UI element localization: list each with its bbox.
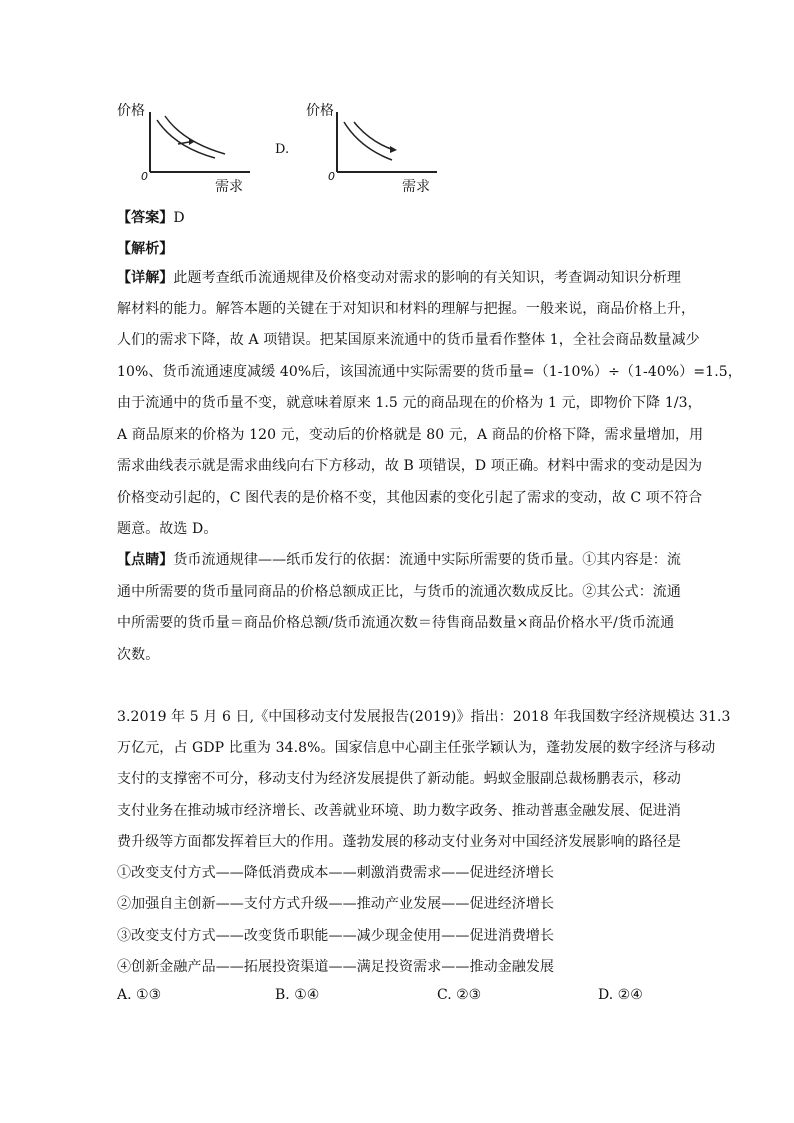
option-a: A. ①③ [117,987,162,1003]
graph-right-curve-1 [344,122,392,160]
question3-item: ①改变支付方式——降低消费成本——刺激消费需求——促进经济增长 [117,865,555,881]
graph-right-plot [332,112,472,212]
analysis-tag: 【解析】 [117,241,174,257]
answer-tag: 【答案】 [117,210,174,226]
detail-line: 人们的需求下降，故 A 项错误。把某国原来流通中的货币量看作整体 1，全社会商品数量减少 [117,332,700,348]
detail-line: A 商品原来的价格为 120 元，变动后的价格就是 80 元，A 商品的价格下降，需求量增加，用 [117,427,704,443]
detail-line: 10%、货币流通速度减缓 40%后，该国流通中实际需要的货币量=（1-10%）÷（1-40%）=1.5， [117,364,742,380]
pointer-tag: 【点睛】 [117,552,174,568]
option-d-label: D. [275,142,290,157]
answer-value: D [173,210,185,226]
graph-right-xlabel: 需求 [402,179,430,195]
option-b: B. ①④ [275,987,320,1003]
option-d: D. ②④ [598,987,643,1003]
detail-line: 题意。故选 D。 [117,521,218,537]
question3-item: ④创新金融产品——拓展投资渠道——满足投资需求——推动金融发展 [117,959,555,975]
graph-left-ylabel: 价格 [117,103,145,119]
analysis-line [117,238,173,258]
detail-line: 价格变动引起的，C 图代表的是价格不变，其他因素的变化引起了需求的变动，故 C 项不符合 [117,490,703,506]
graph-left-origin: 0 [141,170,148,183]
pointer-line: 【点睛】货币流通规律——纸币发行的依据：流通中实际所需要的货币量。①其内容是：流 [117,552,682,568]
graph-right-arrowhead [390,146,397,153]
detail-line: 【详解】此题考查纸币流通规律及价格变动对需求的影响的有关知识，考查调动知识分析理 [117,270,682,286]
question3-item: ③改变支付方式——改变货币职能——减少现金使用——促进消费增长 [117,928,555,944]
detail-line: 解材料的能力。解答本题的关键在于对知识和材料的理解与把握。一般来说，商品价格上升， [117,301,696,317]
pointer-line: 次数。 [117,647,160,663]
question3-line: 支付的支撑密不可分，移动支付为经济发展提供了新动能。蚂蚁金服副总裁杨鹏表示，移动 [117,771,681,787]
detail-line: 由于流通中的货币量不变，就意味着原来 1.5 元的商品现在的价格为 1 元，即物价下降 1/3， [117,395,702,411]
option-c: C. ②③ [437,987,482,1003]
graph-right-origin: 0 [328,170,335,183]
pointer-line: 中所需要的货币量＝商品价格总额/货币流通次数＝待售商品数量×商品价格水平/货币流通 [117,615,675,631]
graph-left-curve-1 [157,120,215,158]
question3-line: 费升级等方面都发挥着巨大的作用。蓬勃发展的移动支付业务对中国经济发展影响的路径是 [117,834,681,850]
detail-tag: 【详解】 [117,270,174,286]
question3-line: 支付业务在推动城市经济增长、改善就业环境、助力数字政务、推动普惠金融发展、促进消 [117,803,681,819]
question3-item: ②加强自主创新——支付方式升级——推动产业发展——促进经济增长 [117,896,555,912]
graph-right-curve-2 [354,122,394,150]
question3-line: 万亿元，占 GDP 比重为 34.8%。国家信息中心副主任张学颖认为，蓬勃发展的数字经济与移动 [117,740,716,756]
answer-line [117,207,185,227]
graph-right-ylabel: 价格 [306,103,334,119]
detail-line: 需求曲线表示就是需求曲线向右下方移动，故 B 项错误，D 项正确。材料中需求的变动是因为 [117,458,703,474]
graph-left-xlabel: 需求 [215,179,243,195]
question3-line: 3.2019 年 5 月 6 日,《中国移动支付发展报告(2019)》指出：2018 年我国数字经济规模达 31.3 [117,709,731,725]
graph-left-curve-2 [165,116,225,154]
pointer-line: 通中所需要的货币量同商品的价格总额成正比，与货币的流通次数成反比。②其公式：流通 [117,584,681,600]
graph-left-plot [145,112,285,212]
